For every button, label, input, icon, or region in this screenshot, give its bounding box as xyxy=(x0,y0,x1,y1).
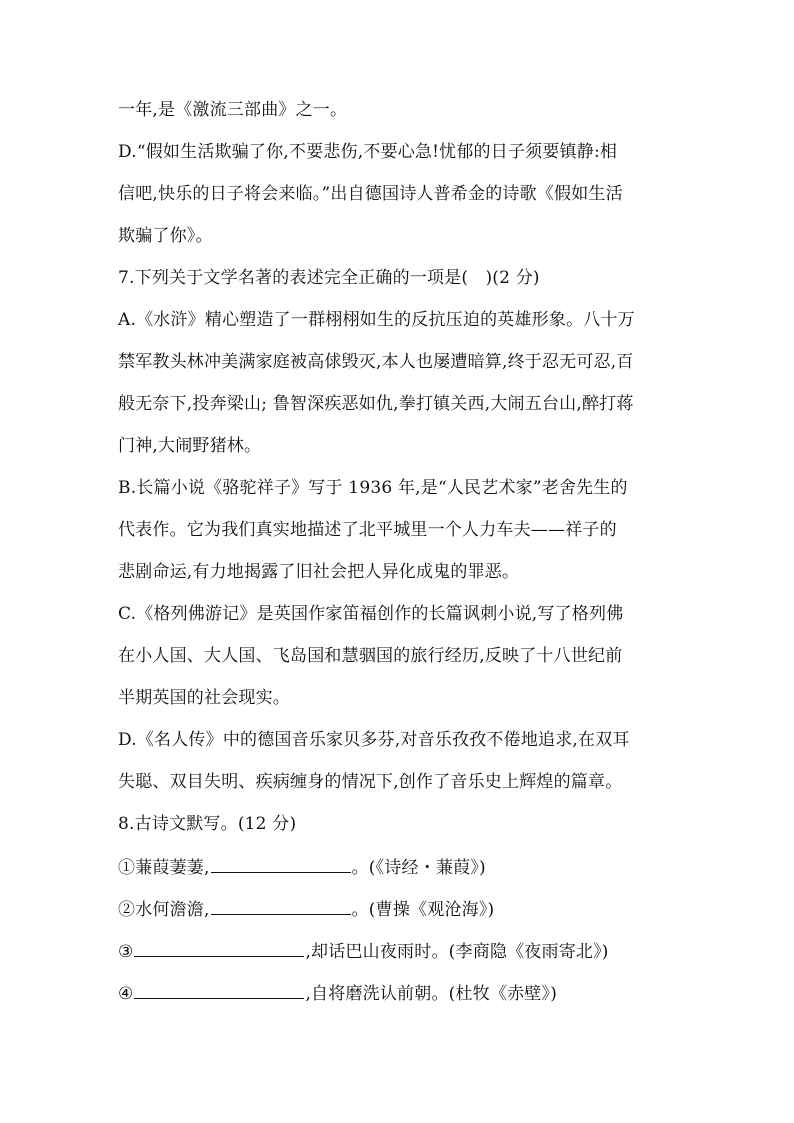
fill-item-2-prefix: ②水何澹澹, xyxy=(118,900,210,920)
text-line-4: 欺骗了你》。 xyxy=(118,226,213,246)
option-c-line-3: 半期英国的社会现实。 xyxy=(118,688,290,708)
option-a-line-4: 门神,大闹野猪林。 xyxy=(118,436,262,456)
option-a-line-3: 般无奈下,投奔梁山; 鲁智深疾恶如仇,拳打镇关西,大闹五台山,醉打蒋 xyxy=(118,394,634,414)
text-line-1: 一年,是《激流三部曲》之一。 xyxy=(118,100,348,120)
fill-item-4-suffix: ,自将磨洗认前朝。(杜牧《赤壁》) xyxy=(305,984,558,1004)
answer-blank-4[interactable] xyxy=(134,982,304,999)
fill-item-2-suffix: 。(曹操《观沧海》) xyxy=(351,900,495,920)
option-c-line-2: 在小人国、大人国、飞岛国和慧骃国的旅行经历,反映了十八世纪前 xyxy=(118,646,623,666)
option-b-line-3: 悲剧命运,有力地揭露了旧社会把人异化成鬼的罪恶。 xyxy=(118,562,520,582)
fill-item-1-prefix: ①蒹葭萋萋, xyxy=(118,858,210,878)
option-d-line-1: D.《名人传》中的德国音乐家贝多芬,对音乐孜孜不倦地追求,在双耳 xyxy=(118,730,630,750)
question-7-stem: 7.下列关于文学名著的表述完全正确的一项是( )(2 分) xyxy=(118,268,540,288)
page-content xyxy=(118,100,678,1024)
fill-item-1 xyxy=(118,856,678,876)
text-line-3: 信吧,快乐的日子将会来临。”出自德国诗人普希金的诗歌《假如生活 xyxy=(118,184,623,204)
fill-item-3 xyxy=(118,940,678,960)
fill-item-3-suffix: ,却话巴山夜雨时。(李商隐《夜雨寄北》) xyxy=(305,942,609,962)
fill-item-3-prefix: ③ xyxy=(118,942,134,962)
option-a-line-1: A.《水浒》精心塑造了一群栩栩如生的反抗压迫的英雄形象。八十万 xyxy=(118,310,635,330)
question-8-stem: 8.古诗文默写。(12 分) xyxy=(118,814,297,834)
fill-item-4-prefix: ④ xyxy=(118,984,134,1004)
fill-item-4 xyxy=(118,982,678,1002)
option-b-line-1: B.长篇小说《骆驼祥子》写于 1936 年,是“人民艺术家”老舍先生的 xyxy=(118,478,628,498)
option-c-line-1: C.《格列佛游记》是英国作家笛福创作的长篇讽刺小说,写了格列佛 xyxy=(118,604,624,624)
option-b-line-2: 代表作。它为我们真实地描述了北平城里一个人力车夫——祥子的 xyxy=(118,520,617,540)
option-a-line-2: 禁军教头林冲美满家庭被高俅毁灭,本人也屡遭暗算,终于忍无可忍,百 xyxy=(118,352,634,372)
fill-item-2 xyxy=(118,898,678,918)
option-d-line-2: 失聪、双目失明、疾病缠身的情况下,创作了音乐史上辉煌的篇章。 xyxy=(118,772,623,792)
answer-blank-3[interactable] xyxy=(134,940,304,957)
text-line-2: D.“假如生活欺骗了你,不要悲伤,不要心急!忧郁的日子须要镇静:相 xyxy=(118,142,618,162)
answer-blank-1[interactable] xyxy=(211,856,351,873)
answer-blank-2[interactable] xyxy=(211,898,351,915)
fill-item-1-suffix: 。(《诗经・蒹葭》) xyxy=(351,858,486,878)
